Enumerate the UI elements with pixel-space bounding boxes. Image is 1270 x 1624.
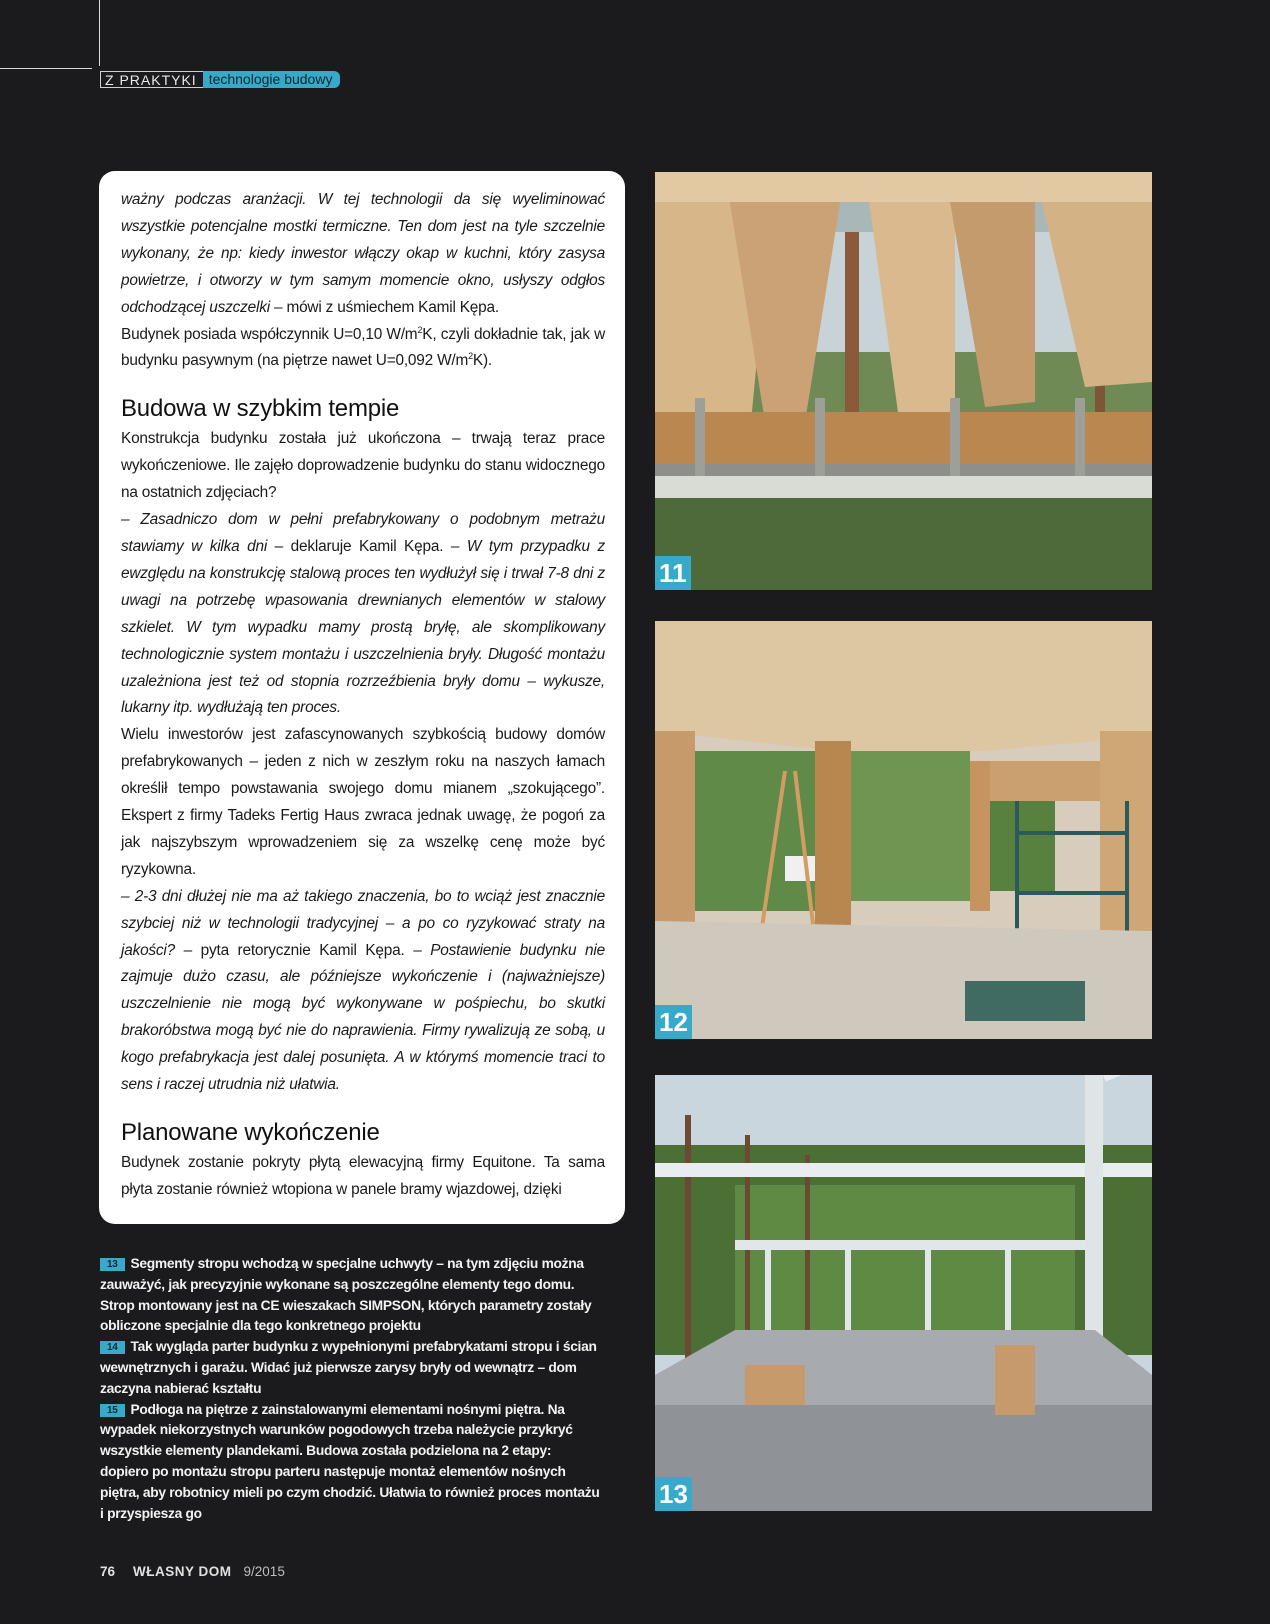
article-paragraph-3: Konstrukcja budynku została już ukończona – trwają teraz prace wykończeniowe. Ile zajęło doprowadzenie budynku do stanu widocznego na ostatnich zdjęciach? — [121, 430, 605, 502]
photo-captions — [100, 1254, 600, 1524]
photo-12-ground-floor — [655, 621, 1152, 1039]
caption-badge: 13 — [100, 1258, 125, 1271]
steel-frame-illustration — [655, 1075, 1152, 1511]
caption-badge: 14 — [100, 1341, 125, 1354]
section-heading-speed: Budowa w szybkim tempie — [121, 395, 400, 423]
caption-15: 15 Podłoga na piętrze z zainstalowanymi elementami nośnymi piętra. Na wypadek niekorzystnych warunków pogodowych trzeba należycie przykryć wszystkie elementy plandekami. Budowa została podzielona na 2 etapy: dopiero po montażu stropu parteru następuje montaż elementów nośnych piętra, aby robotnicy mieli po czym chodzić. Ułatwia to również proces montażu i przyspiesza go — [100, 1401, 600, 1521]
photo-11-ceiling-joists — [655, 172, 1152, 590]
photo-number-badge: 11 — [655, 556, 691, 590]
article-paragraph-7: Budynek zostanie pokryty płytą elewacyjną firmy Equitone. Ta sama płyta zostanie również wtopiona w panele bramy wjazdowej, dzięki — [121, 1154, 605, 1198]
article-paragraph-6: – 2-3 dni dłużej nie ma aż takiego znaczenia, bo to wciąż jest znacznie szybciej niż w technologii tradycyjnej – a po co ryzykować straty na jakości? – pyta retorycznie Kamil Kępa. – Postawienie budynku nie zajmuje dużo czasu, ale późniejsze wykończenie i (najważniejsze) uszczelnienie nie mogą być wykonywane w pośpiechu, bo skutki brakoróbstwa mogą być nie do naprawienia. Firmy rywalizują ze sobą, u kogo prefabrykacja jest dalej posunięta. A w którymś momencie traci to sens i raczej utrudnia niż ułatwia. — [121, 887, 605, 1094]
photo-number-badge: 12 — [655, 1005, 692, 1039]
section-label: Z PRAKTYKI — [100, 71, 203, 88]
magazine-name: WŁASNY DOM — [133, 1564, 232, 1579]
issue-number: 9/2015 — [243, 1564, 285, 1579]
photo-number-badge: 13 — [655, 1477, 692, 1511]
interior-illustration — [655, 621, 1152, 1039]
page-footer — [100, 1563, 285, 1581]
section-tag — [100, 71, 340, 88]
caption-13: 13 Segmenty stropu wchodzą w specjalne uchwyty – na tym zdjęciu można zauważyć, jak precyzyjnie wykonane są poszczególne elementy tego domu. Strop montowany jest na CE wieszakach SIMPSON, których parametry zostały obliczone specjalnie dla tego konkretnego projektu — [100, 1256, 592, 1334]
caption-badge: 15 — [100, 1404, 125, 1417]
page-number: 76 — [100, 1564, 116, 1579]
section-heading-finishing: Planowane wykończenie — [121, 1119, 380, 1146]
attribution-text: mówi z uśmiechem Kamil Kępa. — [282, 298, 499, 316]
article-panel — [99, 171, 625, 1224]
article-paragraph-1 — [121, 187, 605, 322]
photo-13-upper-floor — [655, 1075, 1152, 1511]
article-paragraph-2: Budynek posiada współczynnik U=0,10 $W/m^2K$, czyli dokładnie tak, jak w budynku pasywnym (na piętrze nawet U=0,092 $W/m^2K$). — [121, 324, 605, 370]
article-paragraph-4: – Zasadniczo dom w pełni prefabrykowany o podobnym metrażu stawiamy w kilka dni – deklaruje Kamil Kępa. – W tym przypadku z ewzględu na konstrukcję stalową proces ten wydłużył się i trwał 7-8 dni z uwagi na potrzebę wpasowania drewnianych elementów w stalowy szkielet. W tym wypadku mamy prostą bryłę, ale skomplikowany technologicznie system montażu i uszczelnienia bryły. Długość montażu uzależniona jest też od stopnia rozrzeźbienia bryły domu – wykusze, lukarny itp. wydłużają ten proces. — [121, 511, 605, 717]
article-paragraph-5: Wielu inwestorów jest zafascynowanych szybkością budowy domów prefabrykowanych – jeden z nich w zeszłym roku na naszych łamach określił tempo powstawania swojego domu mianem „szokującego”. Ekspert z firmy Tadeks Fertig Haus zwraca jednak uwagę, że pogoń za jak najszybszym wprowadzeniem się za wszelkę cenę może być ryzykowna. — [121, 726, 605, 878]
crop-mark-vertical — [99, 0, 100, 66]
subsection-label: technologie budowy — [203, 71, 341, 88]
caption-14: 14 Tak wygląda parter budynku z wypełnionymi prefabrykatami stropu i ścian wewnętrznych i garażu. Widać już pierwsze zarysy bryły od wewnątrz – dom zaczyna nabierać kształtu — [100, 1339, 597, 1396]
joists-illustration — [655, 172, 1152, 590]
crop-mark-horizontal — [0, 68, 92, 69]
quote-text: ważny podczas aranżacji. W tej technologii da się wyeliminować wszystkie potencjalne mostki termiczne. Ten dom jest na tyle szczelnie wykonany, że np: kiedy inwestor włączy okap w kuchni, który zasysa powietrze, i otworzy w tym samym momencie okno, usłyszy odgłos odchodzącej uszczelki – — [121, 191, 605, 316]
